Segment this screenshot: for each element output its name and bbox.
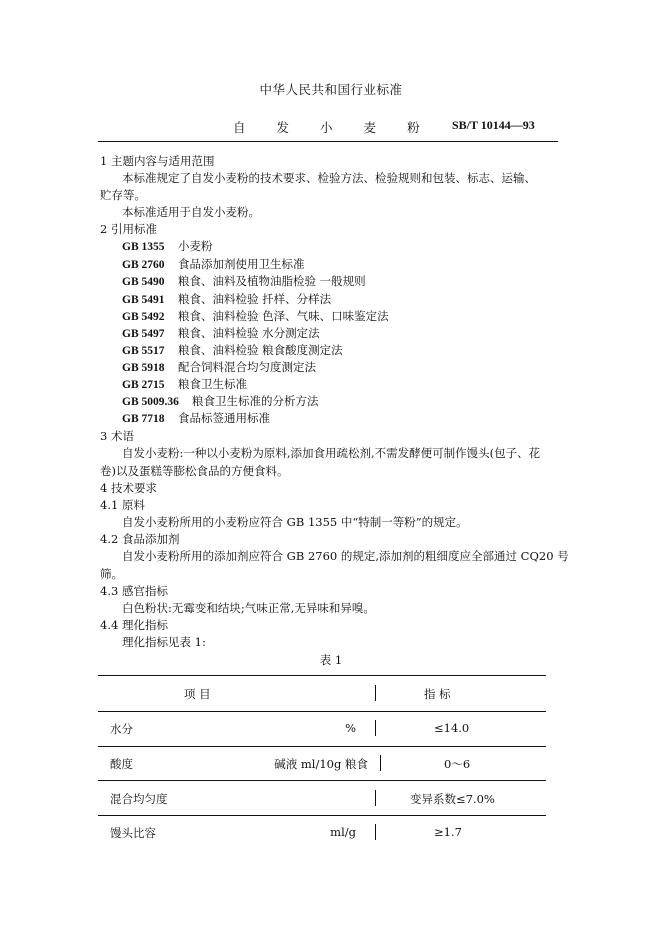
document-title xyxy=(233,118,451,136)
issuing-body: 中华人民共和国行业标准 xyxy=(259,82,403,97)
table-row-unit: % xyxy=(345,721,356,735)
table-row-item: 馒头比容 xyxy=(110,826,156,840)
table-row-value: 变异系数≤7.0% xyxy=(410,792,495,806)
ref-item: GB 1355 小麦粉 xyxy=(122,239,213,253)
table-row-value: ≥1.7 xyxy=(434,825,462,839)
table-row-item: 混合均匀度 xyxy=(110,792,168,806)
section-2-heading: 2 引用标准 xyxy=(100,222,157,236)
column-divider xyxy=(375,790,376,806)
section-1-paragraph-cont: 贮存等。 xyxy=(100,188,146,202)
section-4-3-text: 白色粉状:无霉变和结块;气味正常,无异味和异嗅。 xyxy=(122,601,375,615)
section-4-1-text: 自发小麦粉所用的小麦粉应符合 GB 1355 中“特制一等粉”的规定。 xyxy=(122,515,468,529)
section-4-4-text: 理化指标见表 1: xyxy=(122,635,206,649)
section-3-definition-cont: 卷)以及蛋糕等膨松食品的方便食料。 xyxy=(100,464,289,478)
section-4-2-text-cont: 筛。 xyxy=(100,567,123,581)
ref-item: GB 5492 粮食、油料检验 色泽、气味、口味鉴定法 xyxy=(122,309,389,323)
section-4-heading: 4 技术要求 xyxy=(100,481,157,495)
ref-item: GB 5491 粮食、油料检验 扦样、分样法 xyxy=(122,292,332,306)
title-char: 麦 xyxy=(363,120,377,135)
ref-item: GB 2715 粮食卫生标准 xyxy=(122,377,247,391)
column-divider xyxy=(375,824,376,840)
ref-item: GB 2760 食品添加剂使用卫生标准 xyxy=(122,257,305,271)
section-1-heading: 1 主题内容与适用范围 xyxy=(100,154,215,168)
section-1-paragraph: 本标准规定了自发小麦粉的技术要求、检验方法、检验规则和包装、标志、运输、 xyxy=(122,171,536,185)
table-row-rule xyxy=(98,815,546,816)
ref-item: GB 7718 食品标签通用标准 xyxy=(122,411,270,425)
title-char: 自 xyxy=(233,120,246,135)
section-4-2-text: 自发小麦粉所用的添加剂应符合 GB 2760 的规定,添加剂的粗细度应全部通过 CQ20 号 xyxy=(122,549,569,563)
section-4-4-heading: 4.4 理化指标 xyxy=(100,618,168,632)
column-divider xyxy=(375,720,376,736)
title-char: 小 xyxy=(320,120,333,135)
header-rule xyxy=(98,141,558,142)
table-header-value: 指 标 xyxy=(424,687,451,701)
table-row-unit: ml/g xyxy=(330,825,356,839)
section-4-1-heading: 4.1 原料 xyxy=(100,498,145,512)
table-row-item: 酸度 xyxy=(110,757,133,771)
column-divider xyxy=(380,755,381,771)
table-top-rule xyxy=(98,675,546,676)
section-3-heading: 3 术语 xyxy=(100,429,134,443)
table-header-item: 项 目 xyxy=(184,687,211,701)
table-row-unit: 碱液 ml/10g 粮食 xyxy=(274,757,368,771)
table-row-value: ≤14.0 xyxy=(434,721,470,735)
title-char: 粉 xyxy=(407,120,420,135)
section-4-2-heading: 4.2 食品添加剂 xyxy=(100,532,180,546)
ref-item: GB 5497 粮食、油料检验 水分测定法 xyxy=(122,326,320,340)
table-row-value: 0～6 xyxy=(444,757,471,771)
column-divider xyxy=(375,685,376,701)
table-row-item: 水分 xyxy=(110,722,133,736)
section-3-definition: 自发小麦粉:一种以小麦粉为原料,添加食用疏松剂,不需发酵便可制作馒头(包子、花 xyxy=(122,446,541,460)
table-row-rule xyxy=(98,780,546,781)
ref-item: GB 5009.36 粮食卫生标准的分析方法 xyxy=(122,394,319,408)
table-caption: 表 1 xyxy=(319,653,343,667)
ref-item: GB 5517 粮食、油料检验 粮食酸度测定法 xyxy=(122,343,343,357)
table-header-rule xyxy=(98,711,546,712)
ref-item: GB 5490 粮食、油料及植物油脂检验 一般规则 xyxy=(122,274,366,288)
standard-code: SB/T 10144—93 xyxy=(452,118,535,132)
table-row-rule xyxy=(98,746,546,747)
section-4-3-heading: 4.3 感官指标 xyxy=(100,584,168,598)
section-1-scope: 本标准适用于自发小麦粉。 xyxy=(122,205,260,219)
title-char: 发 xyxy=(276,120,290,135)
ref-item: GB 5918 配合饲料混合均匀度测定法 xyxy=(122,360,316,374)
